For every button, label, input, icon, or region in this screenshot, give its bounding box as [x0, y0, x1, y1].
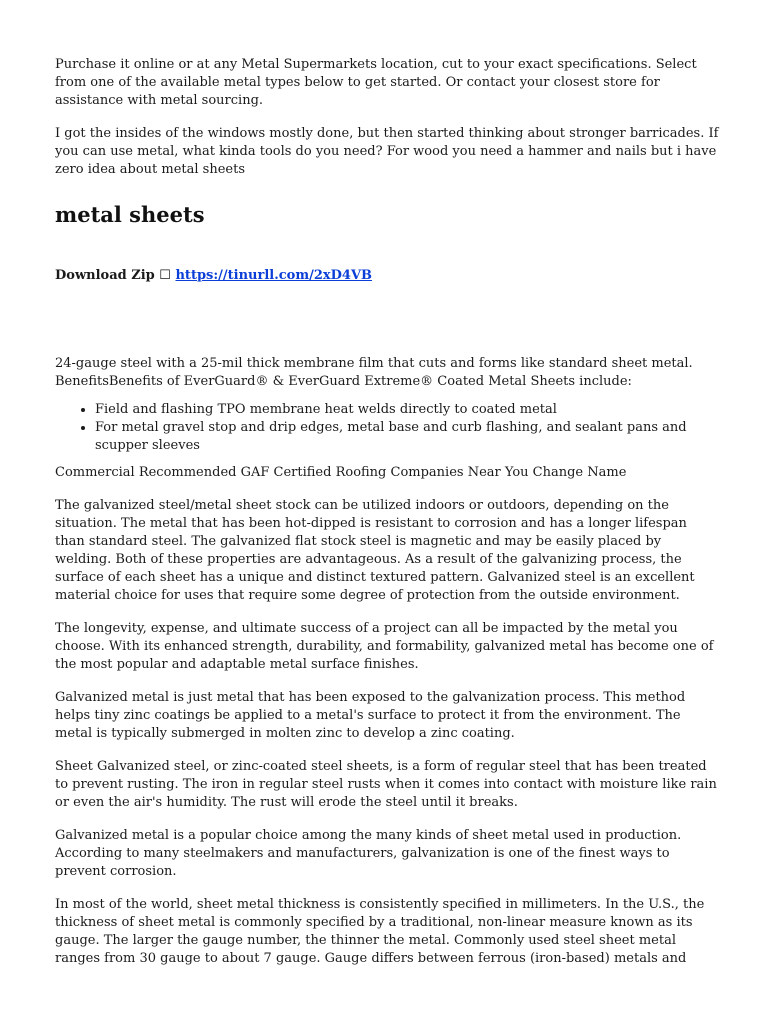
download-label: Download Zip	[55, 268, 155, 283]
list-item: • For metal gravel stop and drip edges, metal base and curb flashing, and sealant pans and scupper sleeves	[95, 419, 720, 455]
download-link[interactable]: https://tinurll.com/2xD4VB	[175, 268, 373, 283]
body-paragraph: Galvanized metal is just metal that has been exposed to the galvanization process. This method helps tiny zinc coatings be applied to a metal's surface to protect it from the environment. The metal is typically submerged in molten zinc to develop a zinc coating.	[55, 690, 686, 741]
body-paragraph: In most of the world, sheet metal thickness is consistently specified in millimeters. In the U.S., the thickness of sheet metal is commonly specified by a traditional, non-linear measure known as its gauge. The larger the gauge number, the thinner the metal. Commonly used steel sheet metal ranges from 30 gauge to about 7 gauge. Gauge differs between ferrous (iron-based) metals and	[55, 897, 705, 966]
benefits-list	[55, 401, 720, 455]
page-title: metal sheets	[55, 202, 205, 227]
body-paragraph: Commercial Recommended GAF Certified Roofing Companies Near You Change Name	[55, 465, 627, 480]
download-line	[55, 267, 720, 285]
body-paragraph: Sheet Galvanized steel, or zinc-coated steel sheets, is a form of regular steel that has been treated to prevent rusting. The iron in regular steel rusts when it comes into contact with moisture like rain or even the air's humidity. The rust will erode the steel until it breaks.	[55, 759, 717, 810]
intro-paragraph: I got the insides of the windows mostly done, but then started thinking about stronger barricades. If you can use metal, what kinda tools do you need? For wood you need a hammer and nails but i have zero idea about metal sheets	[55, 126, 719, 177]
spec-paragraph: 24-gauge steel with a 25-mil thick membrane film that cuts and forms like standard sheet metal. BenefitsBenefits of EverGuard® & EverGuard Extreme® Coated Metal Sheets include:	[55, 356, 693, 389]
intro-paragraph: Purchase it online or at any Metal Supermarkets location, cut to your exact specifications. Select from one of the available metal types below to get started. Or contact your closest store for assistance with metal sourcing.	[55, 57, 697, 108]
document-body	[55, 56, 720, 983]
list-item: • Field and flashing TPO membrane heat welds directly to coated metal	[95, 401, 720, 419]
body-paragraph: The longevity, expense, and ultimate success of a project can all be impacted by the metal you choose. With its enhanced strength, durability, and formability, galvanized metal has become one of the most popular and adaptable metal surface finishes.	[55, 621, 714, 672]
box-icon: ☐	[159, 268, 171, 283]
body-paragraph: Galvanized metal is a popular choice among the many kinds of sheet metal used in production. According to many steelmakers and manufacturers, galvanization is one of the finest ways to prevent corrosion.	[55, 828, 682, 879]
body-paragraph: The galvanized steel/metal sheet stock can be utilized indoors or outdoors, depending on the situation. The metal that has been hot-dipped is resistant to corrosion and has a longer lifespan than standard steel. The galvanized flat stock steel is magnetic and may be easily placed by welding. Both of these properties are advantageous. As a result of the galvanizing process, the surface of each sheet has a unique and distinct textured pattern. Galvanized steel is an excellent material choice for uses that require some degree of protection from the outside environment.	[55, 498, 695, 603]
